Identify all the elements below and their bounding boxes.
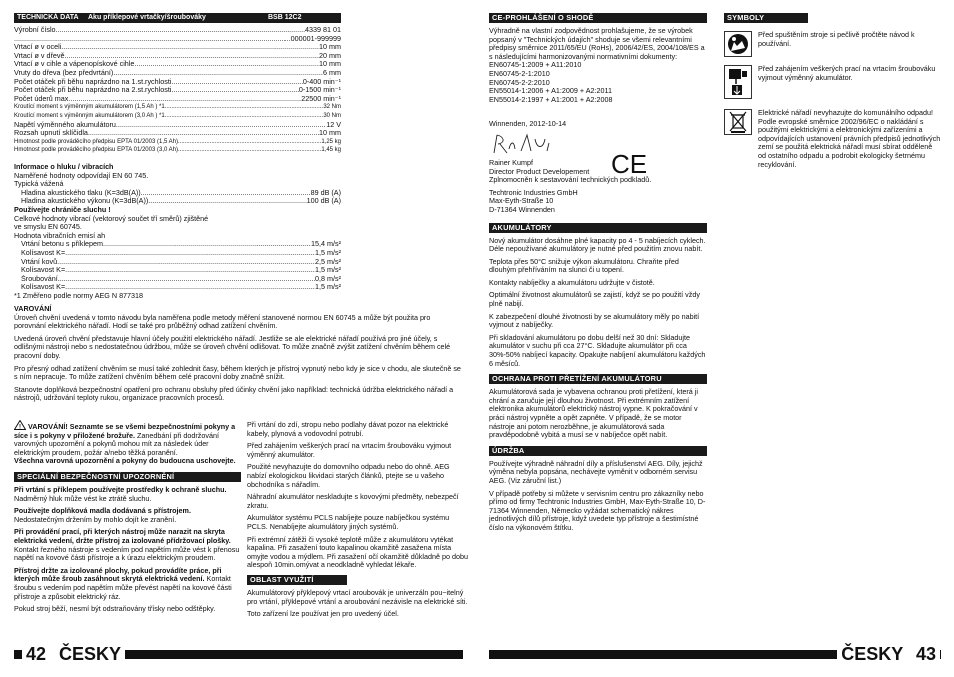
spec-row-dots <box>88 129 319 138</box>
spec-row-label: Počet otáček při běhu naprázdno na 1.st.rychlosti <box>14 77 172 86</box>
ce-section <box>489 13 707 533</box>
ce-authorized: Zplnomocněn k sestavování technických podkladů. <box>489 175 652 185</box>
spec-row-dots <box>178 138 321 147</box>
tech-data-header-title: TECHNICKÁ DATA <box>17 14 79 21</box>
noise-row <box>14 189 341 198</box>
mid-para: Před zahájením veškerých prací na vrtacím šroubováku vyjmout výměnný akumulátor. <box>247 441 452 459</box>
vib-row <box>14 258 341 267</box>
spec-row <box>14 86 341 95</box>
vib-row-label: Vrtání betonu s příklepem <box>21 240 104 249</box>
tech-data-table <box>14 13 341 155</box>
ce-norm: EN60745-2-1:2010 <box>489 68 550 78</box>
mid-para: Při vrtání do zdí, stropu nebo podlahy dávat pozor na elektrické kabely, plynová a vodovodní potrubí. <box>247 420 449 438</box>
spec-row-value: 0-400 min⁻¹ <box>302 77 341 86</box>
spec-row <box>14 60 341 69</box>
spec-row-value: 10 mm <box>319 43 341 52</box>
noise-title: Informace o hluku / vibracích <box>14 162 114 171</box>
ce-norm: EN60745-1:2009 + A11:2010 <box>489 60 582 70</box>
special-para-text: Nedostatečným držením by mohlo dojít ke zranění. <box>14 514 177 524</box>
svg-text:!: ! <box>19 424 21 430</box>
spec-row-value: 0-1500 min⁻¹ <box>298 86 341 95</box>
special-para <box>14 507 241 524</box>
ce-norm: EN55014-2:1997 + A1:2001 + A2:2008 <box>489 94 613 104</box>
spec-row-dots <box>116 121 326 130</box>
safety-warning-text: Zanedbání při dodržování varovných upozornění a pokynů mohou mít za následek úder elektrickým proudem, požár a/nebo těžká poranění. <box>14 430 219 457</box>
battery-remove-icon <box>724 65 752 99</box>
use-header: OBLAST VYUŽITÍ <box>247 575 347 585</box>
special-para <box>14 528 241 562</box>
spec-row-dots <box>165 112 324 121</box>
noise-row-label: Hladina akustického výkonu (K=3dB(A)) <box>21 197 149 206</box>
spec-row-value: ...000001-999999 <box>284 34 341 43</box>
overload-header: OCHRANA PROTI PŘETÍŽENÍ AKUMULÁTORU <box>489 374 707 384</box>
footnote: *1 Změřeno podle normy AEG N 877318 <box>14 290 144 300</box>
spec-row-label: Napětí výměnného akumulátoru <box>14 120 116 129</box>
spec-row-value: 4339 81 01 <box>305 26 341 34</box>
signature <box>489 129 707 157</box>
special-para <box>14 486 241 503</box>
footer-right <box>837 643 940 665</box>
vib-row-value: 1,5 m/s² <box>315 266 341 275</box>
vib-row-value: 2,5 m/s² <box>315 257 341 266</box>
spec-row <box>14 146 341 155</box>
spec-row-value: 30 Nm <box>323 112 341 119</box>
vib-row-value: 1,5 m/s² <box>315 283 341 292</box>
special-para <box>14 605 241 614</box>
spec-rows <box>14 26 341 155</box>
vib-row <box>14 266 341 275</box>
spec-row-dots <box>178 146 321 155</box>
vib-row-value: 0,8 m/s² <box>315 274 341 283</box>
vib-intro-1: Celkové hodnoty vibrací (vektorový součet tří směrů) zjištěné <box>14 213 209 223</box>
battery-para: Optimální životnost akumulátorů se zajistí, když se po použití vždy plně nabijí. <box>489 290 700 309</box>
symbol-text-weee: Elektrické nářadí nevyhazujte do komunálního odpadu! Podle evropské směrnice 2002/96/EC o nakládání s použitými elektrickými a elektronickými zařízeními a odpovídajících ustanovení právních předpisů jednotlivých zemí se použitá elektrická nářadí musí sbírat odděleně od ostatního odpadu a podrobit ekologicky šetrnému recyklování. <box>758 108 941 169</box>
noise-vibration-section <box>14 163 341 301</box>
symbol-row-weee <box>724 109 942 169</box>
spec-row-dots <box>14 35 285 44</box>
spec-row-dots <box>61 43 319 52</box>
maintenance-header: ÚDRŽBA <box>489 446 707 456</box>
noise-row-value: 100 dB (A) <box>306 197 341 206</box>
ce-company <box>489 189 707 215</box>
spec-row-value: 6 mm <box>323 68 341 77</box>
vib-intro-3: Hodnota vibračních emisí ah <box>14 230 106 240</box>
symbols-header: SYMBOLY <box>724 13 808 23</box>
spec-row-value: 22500 min⁻¹ <box>301 94 341 103</box>
tech-data-header-product: Aku příklepové vrtačky/šroubováky <box>88 14 206 21</box>
mid-para: Použité nevyhazujte do domovního odpadu nebo do ohně. AEG nabízí ekologickou likvidaci starých článků, ptejte se u vašeho obchodníka s nářadím. <box>247 462 450 489</box>
special-para-bold: Přístroj držte za izolované plochy, pokud provádíte práce, při kterých může šroub zasáhnout skrytá elektrická vedení. <box>14 565 222 584</box>
spec-row <box>14 52 341 61</box>
vib-row-value: 15,4 m/s² <box>311 240 341 249</box>
spec-row-dots <box>56 26 305 35</box>
spec-row-dots <box>64 52 319 61</box>
warning-para-3: Pro přesný odhad zatížení chvěním se musí také zohlednit časy, během kterých je přístroj vypnutý nebo kdy je sice v chodu, ale skutečně se s ním nepracuje. To může zatížení chvěním během celé pracovní doby značně snížit. <box>14 363 461 382</box>
mid-para: Akumulátor systému PCLS nabíjejte pouze nabíječkou systému PCLS. Nenabíjejte akumulátory jiných systémů. <box>247 513 450 531</box>
vib-row <box>14 275 341 284</box>
noise-row-label: Hladina akustického tlaku (K=3dB(A)) <box>21 188 141 197</box>
ce-company-line: Max-Eyth-Straße 10 <box>489 196 554 206</box>
maint-para-2: V případě potřeby si můžete v servisním centru pro zákazníky nebo přímo od firmy Techtronic Industries GmbH, Max-Eyth-Straße 10, D-71364 Winnenden, Německo vyžádat schematický nákres jednotlivých dílů přístroje, když uvedete typ přístroje a šestimístné číslo na výkonovém štítku. <box>489 488 706 532</box>
vib-intro-2: ve smyslu EN 60745. <box>14 222 82 232</box>
vib-row-label: Kolísavost K= <box>21 248 66 257</box>
spec-row-value: 1,25 kg <box>321 138 341 145</box>
use-para-1: Akumulátorový přÿklepový vrtací aroubovák je univerzáln pou~itelný pro vrtání, přÿklepové vrtání a aroubování nezávisle na elektrické síti. <box>247 587 468 606</box>
safety-keep: Všechna varovná upozornění a pokyny do budoucna uschovejte. <box>14 456 236 466</box>
vib-row-dots <box>57 258 315 267</box>
spec-row <box>14 78 341 87</box>
page-number-left: 42 <box>26 644 47 664</box>
spec-row <box>14 69 341 78</box>
spec-row-label: Hmotnost podle prováděcího předpisu EPTA 01/2003 (1,5 Ah) <box>14 138 178 145</box>
mid-para: Při extrémní zátěži či vysoké teplotě může z akumulátoru vytékat kapalina. Při zasažení touto kapalinou okamžitě zasaženа místa omyjte vodou a mýdlem. Při zasažení očí okamžitě důkladně po dobu alespoň 10min.omývat a neodkladně vyhledat lékaře. <box>247 534 468 570</box>
symbols-section <box>724 13 942 177</box>
warning-section <box>14 305 463 403</box>
special-para-bold: Používejte doplňková madla dodávaná s přístrojem. <box>14 506 191 516</box>
tech-data-header-model: BSB 12C2 <box>268 14 302 21</box>
special-para <box>14 567 241 601</box>
battery-para: K zabezpečení dlouhé životnosti by se akumulátory měly po nabití vyjmout z nabíječky. <box>489 311 700 330</box>
spec-row <box>14 129 341 138</box>
special-para-text: Kontakt šroubu s vedením pod napětím může převést napětí na kovové části přístroje a způsobit elektrický ráz. <box>14 574 232 601</box>
special-para-bold: Při vrtání s příklepem používejte prostředky k ochraně sluchu. <box>14 484 227 494</box>
ce-place-date: Winnenden, 2012-10-14 <box>489 119 567 129</box>
spec-row-label: Vrtací ø v oceli <box>14 43 62 52</box>
spec-row-dots <box>165 103 324 112</box>
special-para-text: Nadměrný hluk může vést ke ztrátě sluchu. <box>14 493 152 503</box>
vib-row-dots <box>65 266 315 275</box>
noise-weighted: Typická vážená <box>14 179 64 189</box>
page-right <box>477 0 954 677</box>
footer-left <box>22 643 125 665</box>
symbol-text-manual: Před spuštěním stroje si pečlivě pročtěte návod k používání. <box>758 30 915 48</box>
weee-bin-icon <box>724 109 752 135</box>
tech-data-header <box>14 13 341 23</box>
ce-norm: EN60745-2-2:2010 <box>489 77 550 87</box>
ce-name: Rainer Kumpf <box>489 157 533 167</box>
noise-row-value: 89 dB (A) <box>310 188 341 197</box>
special-safety-header: SPECIÁLNÍ BEZPEČNOSTNÍ UPOZORNĚNÍ <box>14 472 241 482</box>
spec-row <box>14 103 341 112</box>
warning-title: VAROVÁNÍ <box>14 304 52 313</box>
spec-row-value: 10 mm <box>319 129 341 138</box>
spec-row-label: Kroutící moment s výměnným akumulátorem (1,5 Ah ) *1 <box>14 104 165 111</box>
spec-row-label: Počet otáček při běhu naprázdno na 2.st.rychlosti <box>14 86 172 95</box>
spec-row <box>14 43 341 52</box>
warning-para-1: Úroveň chvění uvedená v tomto návodu byla naměřena podle metody měření stanovené normou EN 60745 a může být použita pro porovnání elektrického nářadí. Hodí se také pro průběžný odhad zatížení chvěním. <box>14 312 431 331</box>
mid-para: Náhradní akumulátor neskladujte s kovovými předměty, nebezpečí zkratu. <box>247 492 459 510</box>
battery-para: Při skladování akumulátoru po dobu delší než 30 dní: Skladujte akumulátor v suchu při cca 27°C. Skladujte akumulátor při cca 30%-50% nabíjecí kapacity. Opakujte nabíjení akumulátoru každých 6 měsíců. <box>489 332 706 368</box>
spec-row <box>14 35 341 44</box>
vib-row-label: Šroubování <box>21 274 58 283</box>
spec-row-label: Výrobní číslo <box>14 26 56 34</box>
vib-row-label: Kolísavost K= <box>21 283 66 292</box>
spec-row-value: 12 V <box>326 120 341 129</box>
spec-row <box>14 138 341 147</box>
spec-row-label: Vruty do dřeva (bez předvrtání) <box>14 68 114 77</box>
spec-row-label: Vrtací ø v dřevě <box>14 51 65 60</box>
ce-company-line: D-71364 Winnenden <box>489 204 555 214</box>
vib-row-value: 1,5 m/s² <box>315 248 341 257</box>
spec-row-label: Hmotnost podle prováděcího předpisu EPTA 01/2003 (3,0 Ah) <box>14 147 178 154</box>
manual-icon <box>724 31 752 57</box>
noise-row-dots <box>141 189 311 198</box>
vib-row-label: Kolísavost K= <box>21 266 66 275</box>
spec-row-dots <box>113 69 323 78</box>
safety-column <box>14 420 241 618</box>
spec-row-label: Vrtací ø v cihle a vápenopískové cihle <box>14 60 135 69</box>
vib-row-dots <box>103 240 311 249</box>
mid-column <box>247 421 469 619</box>
special-para-bold: Při provádění prací, při kterých nástroj může narazit na skryta elektrická vedení, držte přístroj za izolované přídržovací plošky. <box>14 527 231 545</box>
spec-row-value: 20 mm <box>319 51 341 60</box>
battery-para: Teplota přes 50°C snižuje výkon akumulátoru. Chraňte před dlouhým přehříváním na slunci či u topení. <box>489 256 679 275</box>
vib-row <box>14 240 341 249</box>
special-para-text: Pokud stroj běží, nesmí být odstraňovány třísky nebo odštěpky. <box>14 604 216 614</box>
noise-rows <box>14 189 341 206</box>
spec-row-dots <box>171 86 298 95</box>
ce-norms <box>489 61 707 104</box>
safety-warning-bold: VAROVÁNÍ! Seznamte se se všemi bezpečnostními pokyny a síce i s pokyny v přiložené brožuře. <box>14 422 236 440</box>
ce-role: Director Product Developement <box>489 166 590 176</box>
symbol-row-manual <box>724 31 942 57</box>
spec-row <box>14 95 341 104</box>
spec-row-dots <box>171 78 302 87</box>
warning-para-4: Stanovte doplňková bezpečnostní opatření pro ochranu obsluhy před účinky chvění jako například: technická údržba elektrického nářadí a nástrojů, udržování teploty rukou, organizace pracovních procesů. <box>14 384 454 403</box>
ear-protection: Používejte chrániče sluchu ! <box>14 204 111 214</box>
battery-para: Kontakty nabíječky a akumulátoru udržujte v čistotě. <box>489 277 655 287</box>
symbol-text-battery: Před zahájením veškerých prací na vrtacím šroubováku vyjmout výměnný akumulátor. <box>758 64 936 82</box>
battery-para: Nový akumulátor dosáhne plné kapacity po 4 - 5 nabíjecích cyklech. Déle nepoužívané akumulátory je nutné před použitím znovu nabít. <box>489 235 706 254</box>
vib-rows <box>14 240 341 292</box>
ce-text: Výhradně na vlastní zodpovědnost prohlašujeme, že se výrobek popsaný v "Technických údajích" shoduje se všemi relevantními předpisy směrnice 2011/65/EU (RoHs), 2006/42/ES, 2004/108/ES a s následujícími harmonizovanými normativními dokumenty: <box>489 26 705 61</box>
page-number-right: 43 <box>915 644 936 664</box>
spec-row-dots <box>68 95 301 104</box>
spec-row-label: Rozsah upnutí sklíčidla <box>14 129 88 138</box>
use-para-2: Toto zařízení lze používat jen pro uvedený účel. <box>247 609 399 619</box>
vib-row-dots <box>65 249 315 258</box>
special-para-text: Kontakt řezného nástroje s vedením pod napětím může vést k přenosu napětí na kovové části přístroje a k úrazu elektrickým proudem. <box>14 544 240 563</box>
battery-paras <box>489 237 707 369</box>
spec-row-label: Kroutící moment s výměnným akumulátorem (3,0 Ah ) *1 <box>14 112 165 119</box>
maint-para-1: Používejte výhradně náhradní díly a příslušenství AEG. Díly, jejichž výměna nebyla popsána, nechávejte vyměnit v odborném servisu AEG. (Viz záruční list.) <box>489 458 703 485</box>
spec-row-label: Počet úderů max <box>14 94 69 103</box>
ce-company-line: Techtronic Industries GmbH <box>489 187 578 197</box>
spec-row-value: 1,45 kg <box>321 147 341 154</box>
vib-row-label: Vrtání kovů <box>21 257 58 266</box>
vib-row-dots <box>58 275 315 284</box>
language-label-right: ČESKY <box>841 644 903 664</box>
spec-row-value: 32 Nm <box>323 104 341 111</box>
ce-norm: EN55014-1:2006 + A1:2009 + A2:2011 <box>489 86 612 96</box>
noise-row-dots <box>148 197 306 206</box>
spec-row-value: 10 mm <box>319 60 341 69</box>
special-paras <box>14 486 241 614</box>
spec-row <box>14 121 341 130</box>
noise-intro: Naměřené hodnoty odpovídají EN 60 745. <box>14 170 149 180</box>
ce-mark-icon: CE <box>611 148 648 179</box>
battery-header: AKUMULÁTORY <box>489 223 707 233</box>
spec-row <box>14 112 341 121</box>
ce-header: CE-PROHLÁŠENÍ O SHODĚ <box>489 13 707 23</box>
spec-row <box>14 26 341 35</box>
spec-row-dots <box>134 60 319 69</box>
warning-para-2: Uvedená úroveň chvění představuje hlavní účely použití elektrického nářadí. Jestliže se ale elektrické nářadí používá pro jiné účely, s odlišnými nástroji nebo s nedostatečnou údržbou, může se úroveň chvění odlišovat. To může značně zvýšit zatížení chvěním během celé pracovní doby. <box>14 333 451 360</box>
overload-text: Akumulátorová sada je vybavena ochranou proti přetížení, která ji chrání a zaručuje její dlouhou životnost. Při extrémním zatížení elektronika akumulátorů elektrický nástroj vypne. K pokračování v práci nástroj vypněte a opět zapněte. V případě, že se motor nástroje ani potom nerozběhne, je akumulátorová sada pravděpodobně vybitá a musí se v nabíječce opět nabít. <box>489 387 698 440</box>
mid-paras <box>247 421 469 570</box>
symbol-row-battery <box>724 65 942 99</box>
language-label-left: ČESKY <box>59 644 122 664</box>
vib-row <box>14 249 341 258</box>
